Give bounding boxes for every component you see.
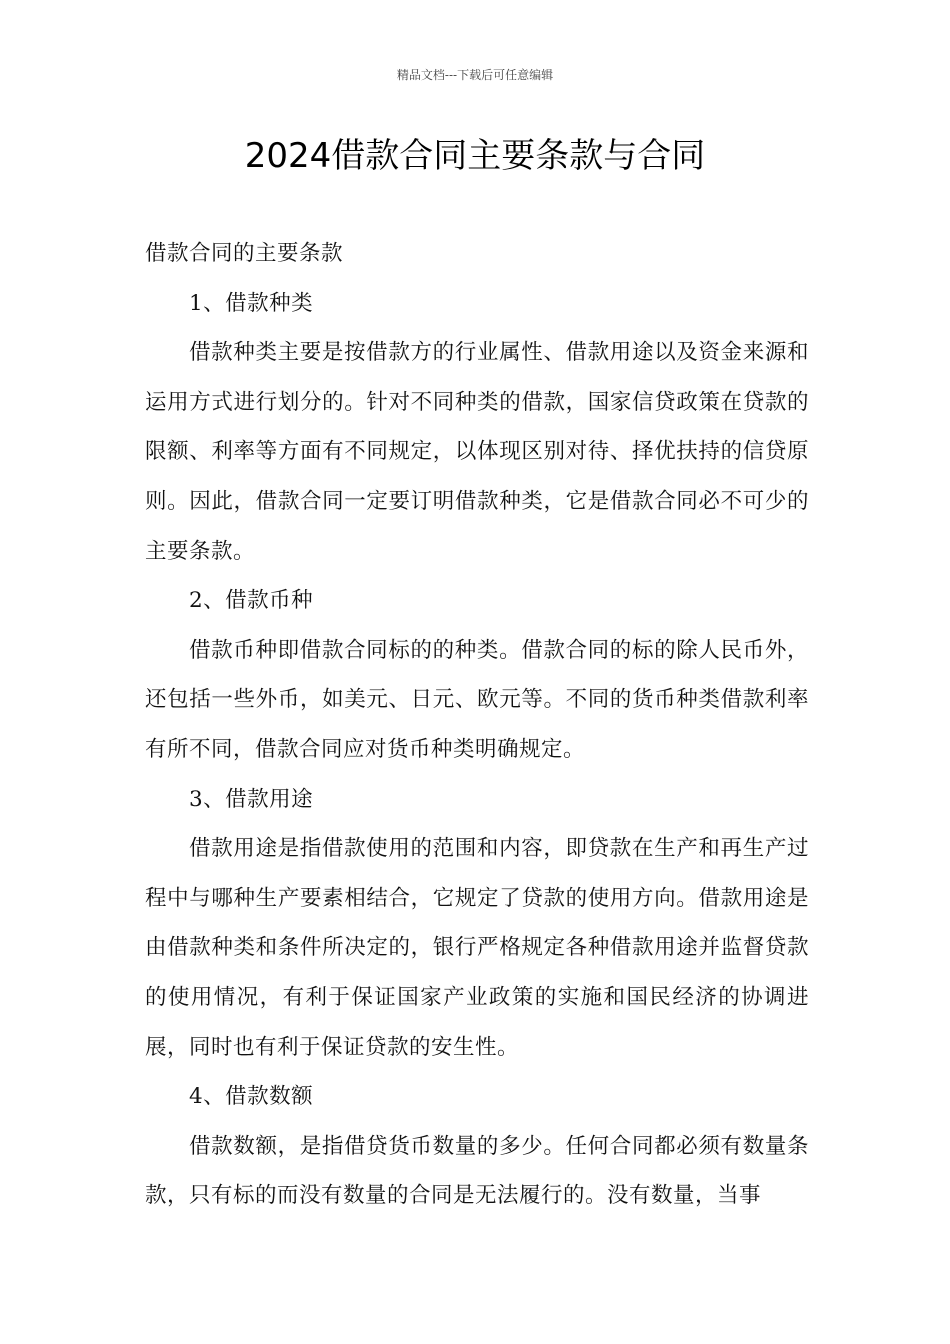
header-note: 精品文档---下载后可任意编辑 <box>396 68 554 82</box>
clause-heading-3: 3、借款用途 <box>189 786 314 812</box>
clause-paragraph-1: 借款种类主要是按借款方的行业属性、借款用途以及资金来源和运用方式进行划分的。针对不同种类的借款，国家信贷政策在贷款的限额、利率等方面有不同规定，以体现区别对待、择优扶持的信贷原则。因此，借款合同一定要订明借款种类，它是借款合同必不可少的主要条款。 <box>145 340 809 564</box>
clause-heading-2: 2、借款币种 <box>189 588 314 614</box>
clause-paragraph-4: 借款数额，是指借贷货币数量的多少。任何合同都必须有数量条款，只有标的而没有数量的合同是无法履行的。没有数量，当事 <box>145 1133 809 1209</box>
clause-heading-1: 1、借款种类 <box>189 290 314 316</box>
clause-heading-4: 4、借款数额 <box>189 1084 314 1110</box>
document-title: 2024借款合同主要条款与合同 <box>244 136 706 176</box>
document-body <box>145 229 809 1221</box>
clause-paragraph-2: 借款币种即借款合同标的的种类。借款合同的标的除人民币外，还包括一些外币，如美元、日元、欧元等。不同的货币种类借款利率有所不同，借款合同应对货币种类明确规定。 <box>145 637 809 762</box>
section-heading: 借款合同的主要条款 <box>145 241 344 266</box>
clause-paragraph-3: 借款用途是指借款使用的范围和内容，即贷款在生产和再生产过程中与哪种生产要素相结合，它规定了贷款的使用方向。借款用途是由借款种类和条件所决定的，银行严格规定各种借款用途并监督贷款的使用情况，有利于保证国家产业政策的实施和国民经济的协调进展，同时也有利于保证贷款的安生性。 <box>145 836 809 1060</box>
